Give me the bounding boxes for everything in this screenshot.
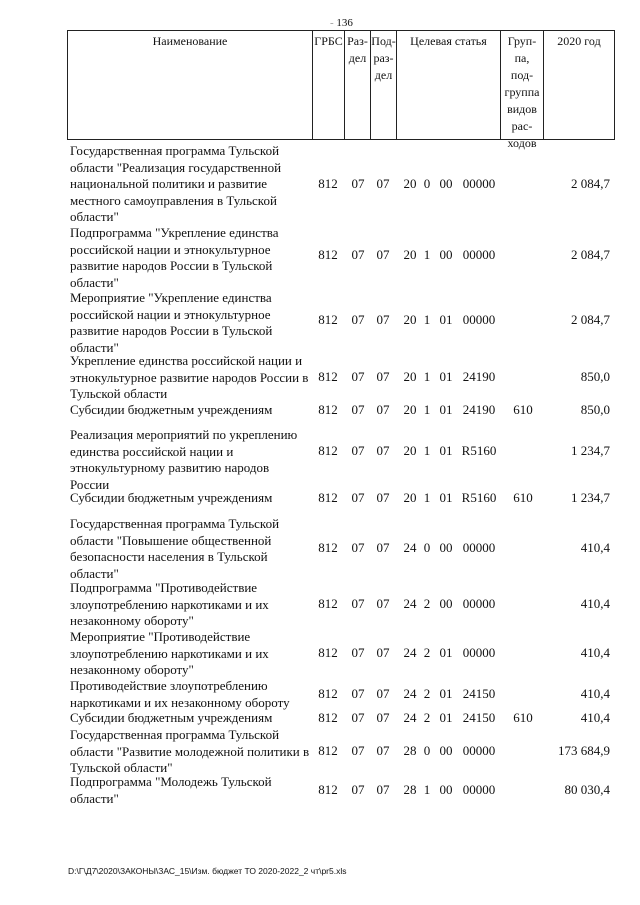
header-vr-cell xyxy=(501,31,544,150)
row-vr: 610 xyxy=(513,490,533,505)
row-name: Реализация мероприятий по укреплению единства российской нации и этнокультурному развитию народов России xyxy=(70,427,298,492)
row-name: Противодействие злоупотреблению наркотиками и их незаконному обороту xyxy=(70,678,290,710)
header-podrazdel-cell xyxy=(371,31,397,139)
row-name: Субсидии бюджетным учреждениям xyxy=(70,710,273,725)
row-sum: 410,4 xyxy=(580,645,610,660)
row-cs-event: 00 xyxy=(439,743,453,758)
header-name: Наименование xyxy=(152,34,228,48)
row-name: Субсидии бюджетным учреждениям xyxy=(70,402,273,417)
row-podrazdel: 07 xyxy=(376,686,390,701)
row-cs-subprogram: 1 xyxy=(423,247,431,262)
row-grbs: 812 xyxy=(318,312,338,327)
row-podrazdel: 07 xyxy=(376,710,390,725)
row-sum: 850,0 xyxy=(580,402,610,417)
row-sum: 2 084,7 xyxy=(571,176,610,191)
header-podrazdel: Под- раз- дел xyxy=(371,34,396,82)
header-year-cell xyxy=(544,31,614,139)
row-podrazdel: 07 xyxy=(376,312,390,327)
row-cs-program: 20 xyxy=(403,402,417,417)
row-sum: 410,4 xyxy=(580,710,610,725)
header-razdel-cell xyxy=(345,31,371,139)
row-podrazdel: 07 xyxy=(376,369,390,384)
row-cs-direction: 00000 xyxy=(462,176,496,191)
row-podrazdel: 07 xyxy=(376,176,390,191)
row-razdel: 07 xyxy=(351,710,365,725)
row-cs-program: 24 xyxy=(403,686,417,701)
row-podrazdel: 07 xyxy=(376,247,390,262)
row-razdel: 07 xyxy=(351,312,365,327)
row-cs-program: 20 xyxy=(403,490,417,505)
row-cs-subprogram: 1 xyxy=(423,782,431,797)
row-razdel: 07 xyxy=(351,686,365,701)
row-cs-direction: 24190 xyxy=(462,369,496,384)
row-name: Субсидии бюджетным учреждениям xyxy=(70,490,273,505)
row-grbs: 812 xyxy=(318,710,338,725)
row-cs-direction: 24150 xyxy=(462,710,496,725)
row-cs-direction: 24190 xyxy=(462,402,496,417)
row-razdel: 07 xyxy=(351,540,365,555)
row-cs-event: 00 xyxy=(439,176,453,191)
row-cs-event: 01 xyxy=(439,312,453,327)
file-path-footer: D:\Г\Д7\2020\ЗАКОНЫ\ЗАС_15\Изм. бюджет ТО 2020-2022_2 чт\pr5.xls xyxy=(68,866,347,876)
row-cs-subprogram: 2 xyxy=(423,686,431,701)
row-cs-event: 00 xyxy=(439,247,453,262)
row-cs-event: 00 xyxy=(439,596,453,611)
row-name: Мероприятие "Противодействие злоупотреблению наркотиками и их незаконному обороту" xyxy=(70,629,269,677)
row-cs-program: 28 xyxy=(403,743,417,758)
row-cs-program: 28 xyxy=(403,782,417,797)
row-cs-subprogram: 0 xyxy=(423,540,431,555)
header-vr: Груп- па, под- группа видов рас- ходов xyxy=(504,34,540,150)
row-name: Укрепление единства российской нации и этнокультурное развитие народов России в Тульской области xyxy=(70,353,309,401)
row-cs-subprogram: 0 xyxy=(423,743,431,758)
row-cs-direction: 00000 xyxy=(462,540,496,555)
row-cs-program: 24 xyxy=(403,710,417,725)
row-cs-event: 01 xyxy=(439,443,453,458)
row-razdel: 07 xyxy=(351,402,365,417)
header-razdel: Раз- дел xyxy=(347,34,368,65)
row-podrazdel: 07 xyxy=(376,743,390,758)
row-cs-direction: R5160 xyxy=(461,443,497,458)
row-sum: 410,4 xyxy=(580,596,610,611)
row-cs-program: 24 xyxy=(403,540,417,555)
row-grbs: 812 xyxy=(318,247,338,262)
row-grbs: 812 xyxy=(318,645,338,660)
row-name: Подпрограмма "Противодействие злоупотреблению наркотиками и их незаконному обороту" xyxy=(70,580,269,628)
row-podrazdel: 07 xyxy=(376,596,390,611)
row-grbs: 812 xyxy=(318,176,338,191)
row-grbs: 812 xyxy=(318,782,338,797)
row-sum: 2 084,7 xyxy=(571,312,610,327)
row-grbs: 812 xyxy=(318,490,338,505)
row-podrazdel: 07 xyxy=(376,443,390,458)
row-cs-event: 01 xyxy=(439,686,453,701)
row-cs-program: 24 xyxy=(403,645,417,660)
row-cs-subprogram: 1 xyxy=(423,369,431,384)
row-cs-event: 00 xyxy=(439,540,453,555)
row-razdel: 07 xyxy=(351,443,365,458)
row-cs-subprogram: 1 xyxy=(423,402,431,417)
header-name-cell xyxy=(68,31,313,139)
page-number: - 136 xyxy=(330,17,353,29)
row-podrazdel: 07 xyxy=(376,645,390,660)
row-cs-subprogram: 1 xyxy=(423,490,431,505)
row-razdel: 07 xyxy=(351,645,365,660)
row-grbs: 812 xyxy=(318,402,338,417)
row-sum: 1 234,7 xyxy=(571,490,610,505)
row-cs-subprogram: 2 xyxy=(423,645,431,660)
row-vr: 610 xyxy=(513,402,533,417)
row-sum: 2 084,7 xyxy=(571,247,610,262)
row-sum: 410,4 xyxy=(580,686,610,701)
row-podrazdel: 07 xyxy=(376,540,390,555)
row-cs-program: 20 xyxy=(403,176,417,191)
row-cs-event: 01 xyxy=(439,369,453,384)
row-name: Подпрограмма "Молодежь Тульской области" xyxy=(70,774,272,806)
row-cs-direction: 24150 xyxy=(462,686,496,701)
row-cs-direction: 00000 xyxy=(462,596,496,611)
row-cs-direction: R5160 xyxy=(461,490,497,505)
row-cs-program: 20 xyxy=(403,312,417,327)
row-cs-program: 24 xyxy=(403,596,417,611)
row-cs-direction: 00000 xyxy=(462,645,496,660)
row-sum: 410,4 xyxy=(580,540,610,555)
row-razdel: 07 xyxy=(351,490,365,505)
row-grbs: 812 xyxy=(318,443,338,458)
row-cs-direction: 00000 xyxy=(462,247,496,262)
row-cs-program: 20 xyxy=(403,247,417,262)
row-vr: 610 xyxy=(513,710,533,725)
row-razdel: 07 xyxy=(351,369,365,384)
row-sum: 850,0 xyxy=(580,369,610,384)
header-grbs-cell xyxy=(313,31,345,139)
row-razdel: 07 xyxy=(351,743,365,758)
row-cs-subprogram: 2 xyxy=(423,596,431,611)
row-name: Мероприятие "Укрепление единства российской нации и этнокультурное развитие народов России в Тульской области" xyxy=(70,290,273,355)
row-cs-direction: 00000 xyxy=(462,312,496,327)
row-razdel: 07 xyxy=(351,596,365,611)
row-grbs: 812 xyxy=(318,369,338,384)
row-cs-program: 20 xyxy=(403,443,417,458)
row-grbs: 812 xyxy=(318,686,338,701)
row-grbs: 812 xyxy=(318,596,338,611)
row-cs-subprogram: 1 xyxy=(423,443,431,458)
row-cs-direction: 00000 xyxy=(462,743,496,758)
table-header xyxy=(67,30,615,150)
row-cs-subprogram: 0 xyxy=(423,176,431,191)
row-name: Государственная программа Тульской области "Развитие молодежной политики в Тульской области" xyxy=(70,727,310,775)
row-cs-event: 01 xyxy=(439,402,453,417)
row-grbs: 812 xyxy=(318,743,338,758)
header-target: Целевая статья xyxy=(410,34,487,48)
row-cs-subprogram: 1 xyxy=(423,312,431,327)
row-name: Государственная программа Тульской области "Реализация государственной национальной политики и развитие местного самоуправления в Тульской области" xyxy=(70,143,282,224)
row-grbs: 812 xyxy=(318,540,338,555)
row-cs-direction: 00000 xyxy=(462,782,496,797)
row-razdel: 07 xyxy=(351,176,365,191)
header-year: 2020 год xyxy=(557,34,601,48)
row-podrazdel: 07 xyxy=(376,782,390,797)
row-name: Подпрограмма "Укрепление единства российской нации и этнокультурное развитие народов России в Тульской области" xyxy=(70,225,279,290)
row-cs-program: 20 xyxy=(403,369,417,384)
row-cs-event: 00 xyxy=(439,782,453,797)
row-sum: 1 234,7 xyxy=(571,443,610,458)
row-cs-event: 01 xyxy=(439,645,453,660)
row-sum: 173 684,9 xyxy=(558,743,610,758)
row-cs-event: 01 xyxy=(439,710,453,725)
row-podrazdel: 07 xyxy=(376,402,390,417)
row-cs-event: 01 xyxy=(439,490,453,505)
header-target-cell xyxy=(397,31,501,139)
row-razdel: 07 xyxy=(351,782,365,797)
row-podrazdel: 07 xyxy=(376,490,390,505)
row-razdel: 07 xyxy=(351,247,365,262)
row-name: Государственная программа Тульской области "Повышение общественной безопасности населения в Тульской области" xyxy=(70,516,280,581)
row-sum: 80 030,4 xyxy=(564,782,610,797)
header-grbs: ГРБС xyxy=(314,34,343,48)
row-cs-subprogram: 2 xyxy=(423,710,431,725)
